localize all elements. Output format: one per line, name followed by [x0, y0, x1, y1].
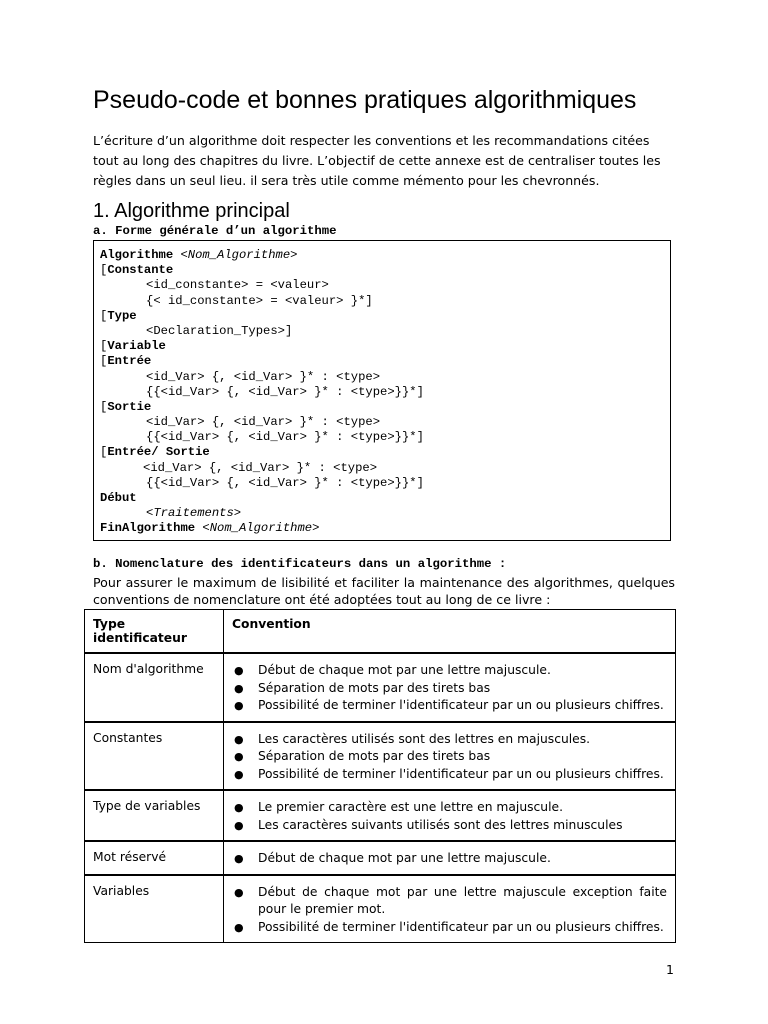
list-item: ● Début de chaque mot par une lettre majuscule exception faite pour le premier mot.	[232, 884, 667, 919]
code-bracket: [	[100, 445, 108, 460]
page-number: 1	[666, 962, 674, 977]
table-row	[85, 790, 676, 841]
list-item: ● Séparation de mots par des tirets bas	[232, 680, 667, 698]
table-row	[85, 653, 676, 722]
list-item: ● Possibilité de terminer l'identificateur par un ou plusieurs chiffres.	[232, 697, 667, 715]
row-convention-cell	[224, 722, 676, 791]
subheading-forme-generale: a. Forme générale d’un algorithme	[93, 224, 337, 238]
code-keyword: FinAlgorithme	[100, 521, 196, 536]
code-line: <id_Var> {, <id_Var> }* : <type>	[143, 460, 378, 475]
table-header-row	[85, 610, 676, 654]
section-heading-algorithme-principal: 1. Algorithme principal	[93, 200, 290, 222]
row-convention-cell	[224, 875, 676, 943]
code-line	[100, 521, 670, 536]
code-keyword: Constante	[107, 263, 174, 278]
code-placeholder: <Nom_Algorithme>	[202, 521, 320, 536]
table-row	[85, 722, 676, 791]
code-line: {{<id_Var> {, <id_Var> }* : <type>}}*]	[146, 475, 424, 490]
code-line	[100, 248, 670, 263]
list-item: ● Le premier caractère est une lettre en majuscule.	[232, 799, 667, 817]
code-line	[100, 400, 670, 415]
row-type-cell: Mot réservé	[85, 841, 224, 875]
code-keyword: Variable	[107, 339, 166, 354]
row-type-cell: Constantes	[85, 722, 224, 791]
code-keyword: Début	[100, 491, 137, 505]
list-item: ● Les caractères utilisés sont des lettres en majuscules.	[232, 731, 667, 749]
code-line	[100, 339, 670, 354]
code-line: {{<id_Var> {, <id_Var> }* : <type>}}*]	[146, 430, 424, 445]
code-line	[100, 354, 670, 369]
code-line: <Declaration_Types>]	[146, 323, 293, 338]
list-item: ● Les caractères suivants utilisés sont des lettres minuscules	[232, 817, 667, 835]
code-bracket: [	[100, 339, 108, 354]
row-convention-cell	[224, 790, 676, 841]
row-convention-cell	[224, 841, 676, 875]
code-placeholder: <Traitements>	[146, 506, 242, 521]
convention-list	[232, 884, 667, 937]
code-line	[100, 309, 670, 324]
code-bracket: [	[100, 308, 108, 323]
code-line	[100, 263, 670, 278]
code-keyword: Entrée	[107, 354, 152, 369]
pseudo-code-box	[93, 240, 671, 541]
row-type-cell: Type de variables	[85, 790, 224, 841]
code-keyword: Type	[107, 308, 137, 323]
list-item: ● Possibilité de terminer l'identificateur par un ou plusieurs chiffres.	[232, 919, 667, 937]
code-line: <id_constante> = <valeur>	[146, 278, 329, 293]
code-line: <id_Var> {, <id_Var> }* : <type>	[146, 415, 381, 430]
code-line	[100, 445, 670, 460]
convention-table	[84, 609, 676, 943]
convention-list	[232, 850, 667, 868]
convention-list	[232, 662, 667, 715]
code-line: <id_Var> {, <id_Var> }* : <type>	[146, 369, 381, 384]
list-item: ● Début de chaque mot par une lettre majuscule.	[232, 850, 667, 868]
table-row	[85, 841, 676, 875]
row-type-cell: Nom d'algorithme	[85, 653, 224, 722]
table-row	[85, 875, 676, 943]
header-convention: Convention	[224, 610, 676, 654]
header-type-identificateur: Type identificateur	[85, 610, 224, 654]
code-bracket: [	[100, 354, 108, 369]
list-item: ● Possibilité de terminer l'identificateur par un ou plusieurs chiffres.	[232, 766, 667, 784]
code-line	[100, 491, 670, 506]
page-title: Pseudo-code et bonnes pratiques algorithmiques	[93, 86, 637, 114]
subheading-nomenclature: b. Nomenclature des identificateurs dans un algorithme :	[93, 557, 507, 571]
convention-list	[232, 731, 667, 784]
code-keyword: Entrée/ Sortie	[107, 445, 210, 460]
intro-paragraph: L’écriture d’un algorithme doit respecter les conventions et les recommandations citées tout au long des chapitres du livre. L’objectif de cette annexe est de centraliser toutes les règles dans un seul lieu. il sera très utile comme mémento pour les chevronnés.	[93, 133, 661, 188]
code-line: {{<id_Var> {, <id_Var> }* : <type>}}*]	[146, 384, 424, 399]
code-keyword: Sortie	[107, 399, 152, 414]
code-bracket: [	[100, 263, 108, 278]
convention-list	[232, 799, 667, 834]
list-item: ● Séparation de mots par des tirets bas	[232, 748, 667, 766]
code-line: {< id_constante> = <valeur> }*]	[146, 293, 373, 308]
code-keyword: Algorithme	[100, 248, 174, 262]
code-bracket: [	[100, 399, 108, 414]
list-item: ● Début de chaque mot par une lettre majuscule.	[232, 662, 667, 680]
code-placeholder: <Nom_Algorithme>	[180, 248, 298, 262]
nomenclature-paragraph: Pour assurer le maximum de lisibilité et faciliter la maintenance des algorithmes, quelques conventions de nomenclature ont été adoptées tout au long de ce livre :	[93, 575, 675, 607]
row-convention-cell	[224, 653, 676, 722]
row-type-cell: Variables	[85, 875, 224, 943]
code-line	[100, 506, 670, 521]
